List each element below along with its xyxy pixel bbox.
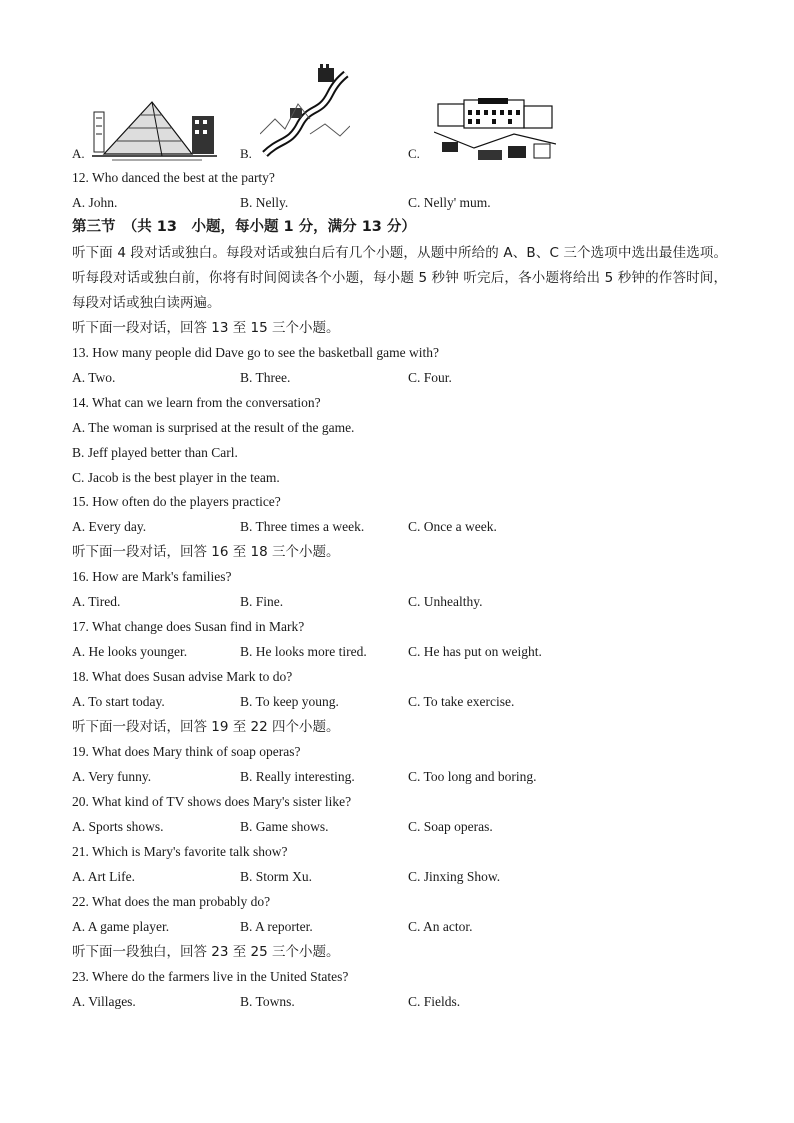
intro-19-22: 听下面一段对话，回答 19 至 22 四个小题。 [72,719,340,735]
q22-option-b[interactable]: B. A reporter. [240,919,313,934]
section-3-title: 第三节 （共 13 小题，每小题 1 分，满分 13 分） [72,219,416,235]
q14-option-b[interactable]: B. Jeff played better than Carl. [72,445,238,460]
q16-option-c[interactable]: C. Unhealthy. [408,594,483,609]
q17-option-a[interactable]: A. He looks younger. [72,644,188,659]
picture-a-label: A. [72,146,85,161]
picture-b-label: B. [240,146,252,161]
q15-option-a[interactable]: A. Every day. [72,519,147,534]
q17-option-c[interactable]: C. He has put on weight. [408,644,542,659]
picture-c-label: C. [408,146,420,161]
q18-option-a[interactable]: A. To start today. [72,694,165,709]
great-wall-illustration [260,64,350,162]
q23-option-b[interactable]: B. Towns. [240,994,295,1009]
question-20: 20. What kind of TV shows does Mary's sister like? [72,794,352,809]
intro-16-18: 听下面一段对话，回答 16 至 18 三个小题。 [72,544,340,560]
q23-option-a[interactable]: A. Villages. [72,994,136,1009]
q20-option-a[interactable]: A. Sports shows. [72,819,164,834]
intro-23-25: 听下面一段独白，回答 23 至 25 三个小题。 [72,944,340,960]
q13-option-c[interactable]: C. Four. [408,370,452,385]
q23-option-c[interactable]: C. Fields. [408,994,461,1009]
q21-option-a[interactable]: A. Art Life. [72,869,135,884]
question-15: 15. How often do the players practice? [72,494,281,509]
q16-option-a[interactable]: A. Tired. [72,594,121,609]
q12-option-a[interactable]: A. John. [72,195,118,210]
question-12: 12. Who danced the best at the party? [72,170,275,185]
question-16: 16. How are Mark's families? [72,569,232,584]
q22-option-a[interactable]: A. A game player. [72,919,170,934]
q22-option-c[interactable]: C. An actor. [408,919,473,934]
question-17: 17. What change does Susan find in Mark? [72,619,305,634]
q19-option-b[interactable]: B. Really interesting. [240,769,355,784]
q15-option-c[interactable]: C. Once a week. [408,519,497,534]
question-18: 18. What does Susan advise Mark to do? [72,669,293,684]
q21-option-c[interactable]: C. Jinxing Show. [408,869,501,884]
q19-option-c[interactable]: C. Too long and boring. [408,769,537,784]
question-19: 19. What does Mary think of soap operas? [72,744,301,759]
q12-option-b[interactable]: B. Nelly. [240,195,289,210]
question-13: 13. How many people did Dave go to see the basketball game with? [72,345,440,360]
q20-option-b[interactable]: B. Game shows. [240,819,329,834]
q17-option-b[interactable]: B. He looks more tired. [240,644,367,659]
q12-option-c[interactable]: C. Nelly' mum. [408,195,491,210]
q13-option-a[interactable]: A. Two. [72,370,116,385]
question-22: 22. What does the man probably do? [72,894,271,909]
section-3-instructions: 听下面 4 段对话或独白。每段对话或独白后有几个小题，从题中所给的 A、B、C 三个选项中选出最佳选项。听每段对话或独白前，你将有时间阅读各个小题，每小题 5 秒钟 听完后，各小题将给出 5 秒钟的作答时间， 每段对话或独白读两遍。 [72,245,727,311]
q19-option-a[interactable]: A. Very funny. [72,769,152,784]
q14-option-c[interactable]: C. Jacob is the best player in the team. [72,470,280,485]
pyramid-illustration [92,94,217,162]
q14-option-a[interactable]: A. The woman is surprised at the result of the game. [72,420,355,435]
q13-option-b[interactable]: B. Three. [240,370,291,385]
intro-13-15: 听下面一段对话，回答 13 至 15 三个小题。 [72,320,340,336]
question-23: 23. Where do the farmers live in the United States? [72,969,349,984]
q16-option-b[interactable]: B. Fine. [240,594,284,609]
q20-option-c[interactable]: C. Soap operas. [408,819,493,834]
potala-palace-illustration [434,98,556,162]
q15-option-b[interactable]: B. Three times a week. [240,519,365,534]
question-14: 14. What can we learn from the conversation? [72,395,321,410]
q21-option-b[interactable]: B. Storm Xu. [240,869,313,884]
q18-option-c[interactable]: C. To take exercise. [408,694,515,709]
q18-option-b[interactable]: B. To keep young. [240,694,339,709]
question-21: 21. Which is Mary's favorite talk show? [72,844,288,859]
picture-options [72,60,632,162]
